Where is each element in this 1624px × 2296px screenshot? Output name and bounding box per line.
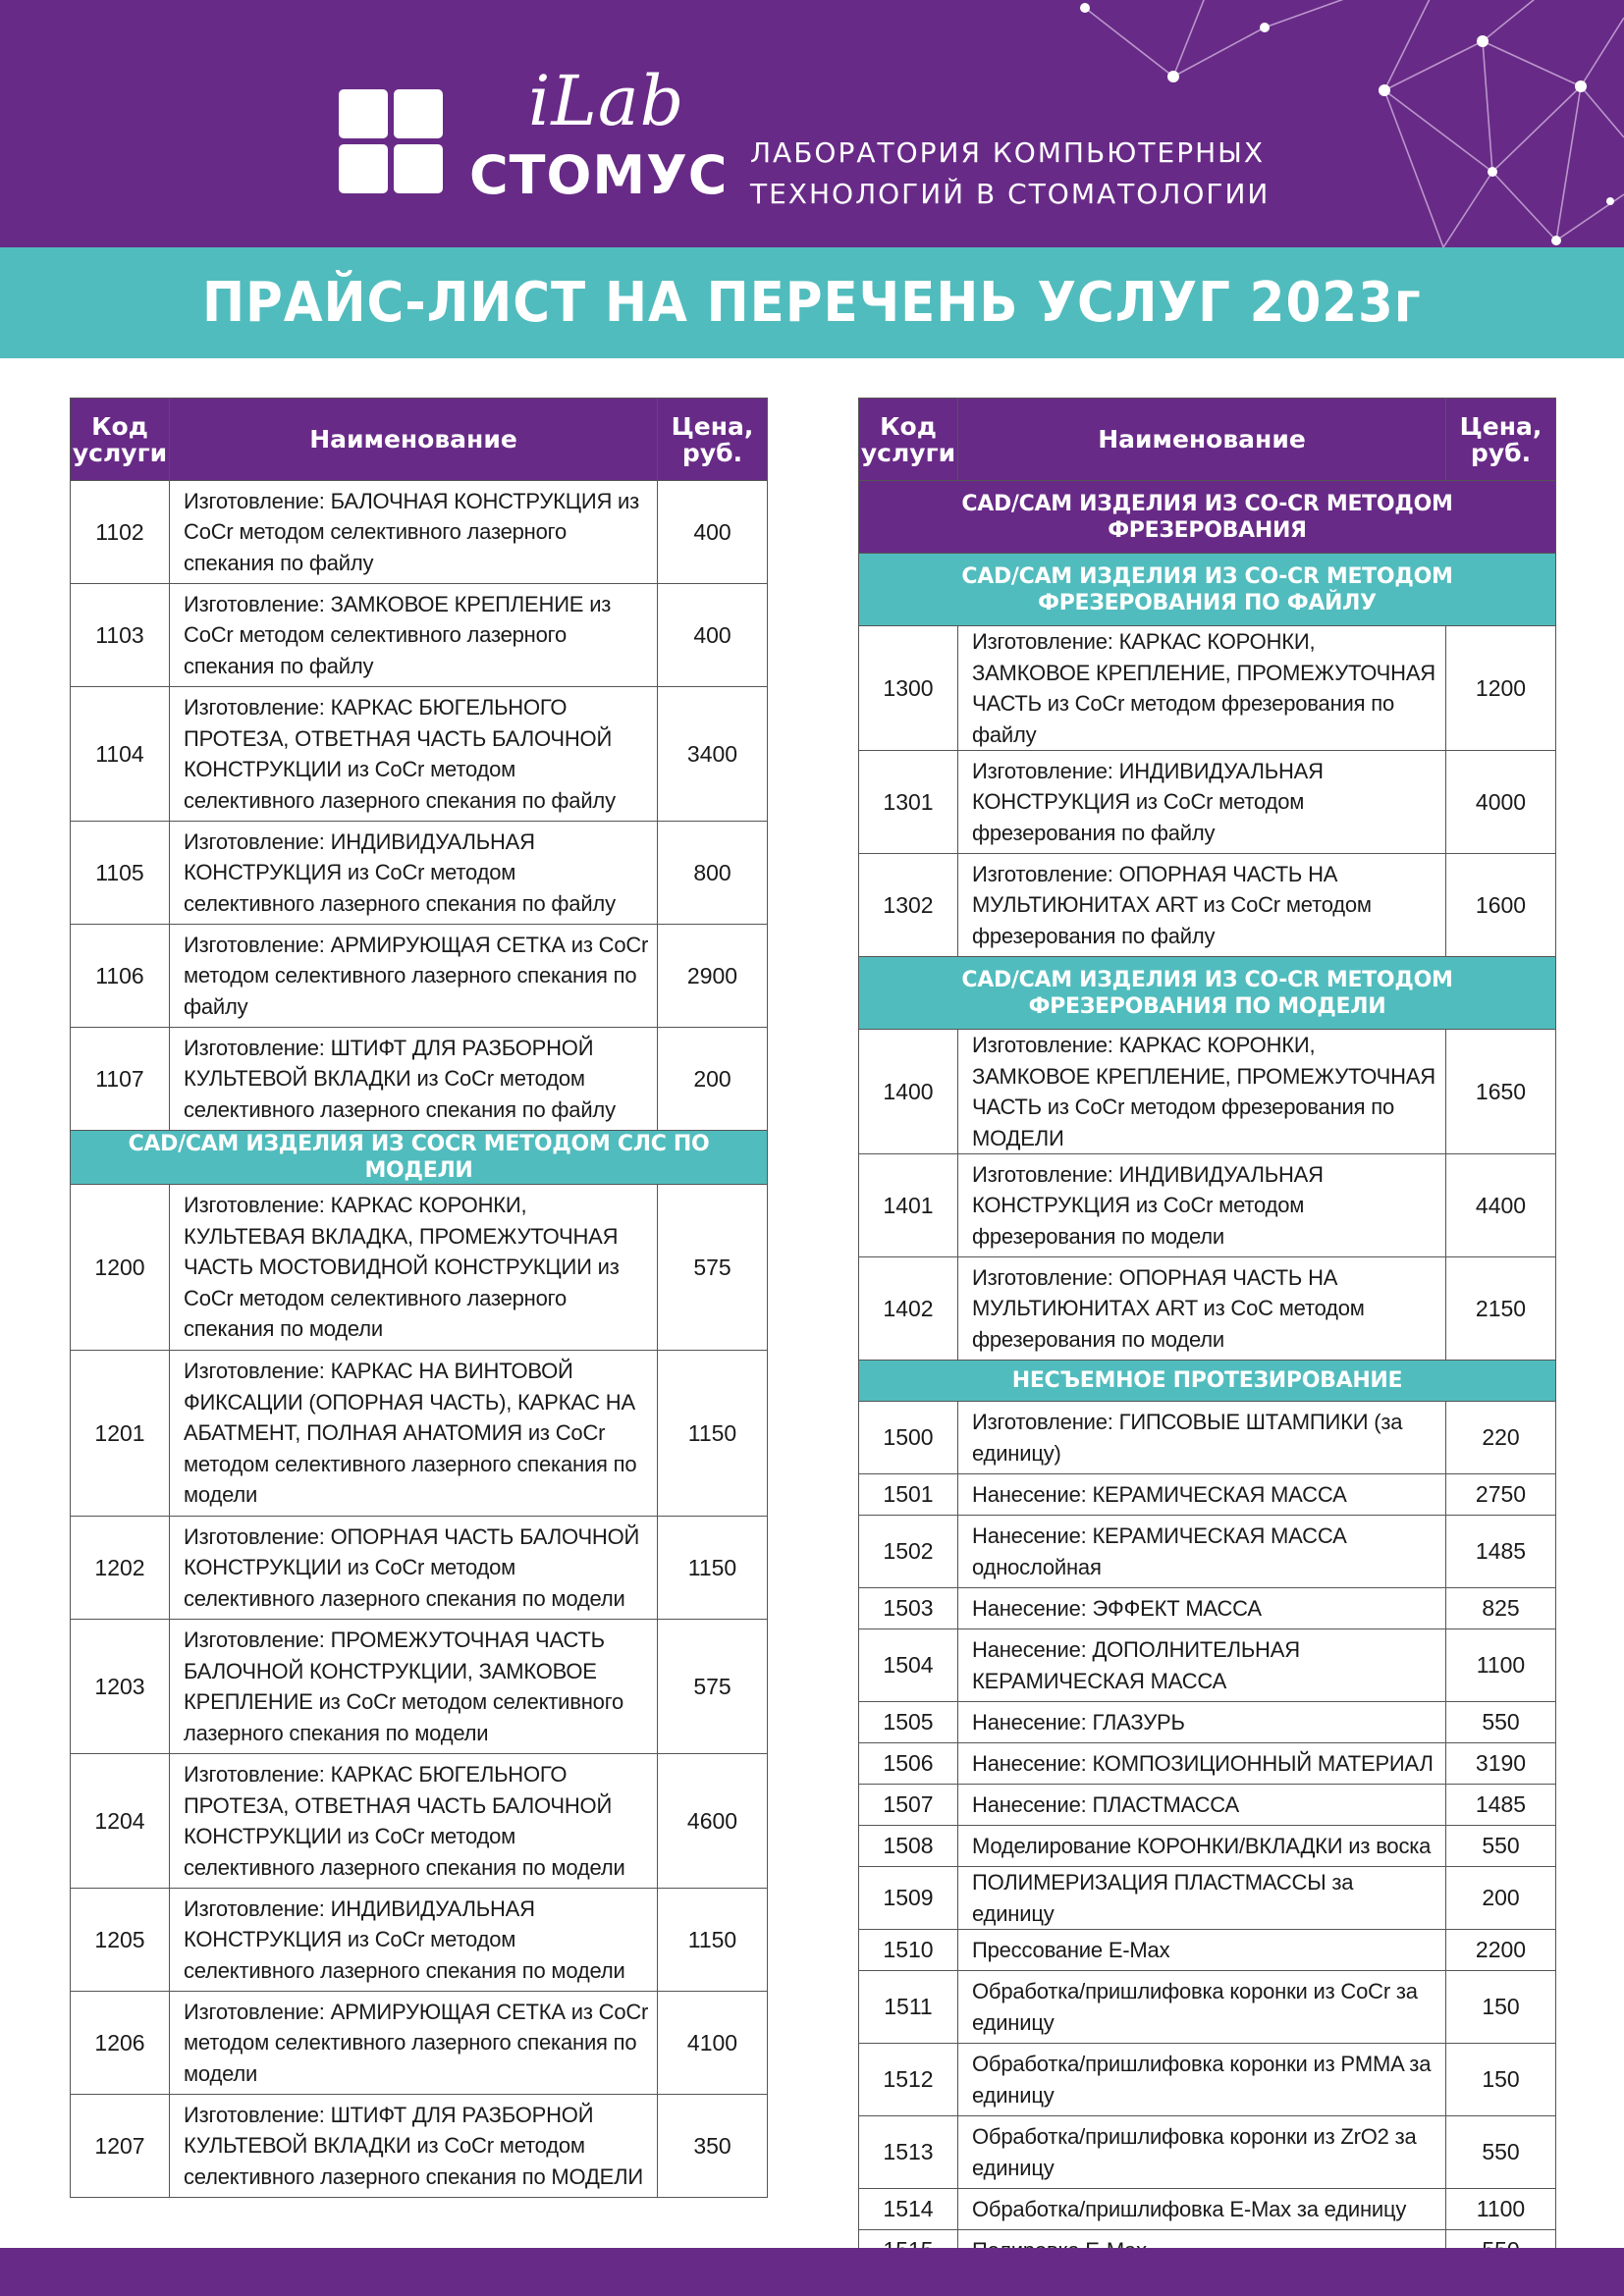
table-row [859,2116,1556,2189]
service-code: 1207 [71,2095,170,2198]
section-title: НЕСЪЕМНОЕ ПРОТЕЗИРОВАНИЕ [859,1361,1556,1402]
table-row [71,2095,768,2198]
service-name: ПОЛИМЕРИЗАЦИЯ ПЛАСТМАССЫ за единицу [958,1867,1446,1930]
logo-stomus: СТОМУС [469,144,729,206]
service-price: 1150 [658,1889,768,1992]
service-price: 3400 [658,687,768,822]
service-price: 1650 [1446,1030,1556,1154]
service-name: Изготовление: КАРКАС БЮГЕЛЬНОГО ПРОТЕЗА, ОТВЕТНАЯ ЧАСТЬ БАЛОЧНОЙ КОНСТРУКЦИИ из CoCr методом селективного лазерного спекания по файлу [170,687,658,822]
service-price: 575 [658,1620,768,1754]
service-price: 550 [1446,2116,1556,2189]
service-price: 400 [658,481,768,584]
service-name: Нанесение: КЕРАМИЧЕСКАЯ МАССА [958,1474,1446,1516]
table-row [859,854,1556,957]
service-price: 2150 [1446,1257,1556,1361]
page-title: ПРАЙС-ЛИСТ НА ПЕРЕЧЕНЬ УСЛУГ 2023г [202,271,1422,335]
service-price: 550 [1446,1702,1556,1743]
section-header-row [859,554,1556,626]
table-row [71,1754,768,1889]
service-name: Нанесение: ГЛАЗУРЬ [958,1702,1446,1743]
service-code: 1104 [71,687,170,822]
table-row [71,925,768,1028]
service-name: Изготовление: АРМИРУЮЩАЯ СЕТКА из CoCr методом селективного лазерного спекания по файлу [170,925,658,1028]
service-code: 1103 [71,584,170,687]
tagline-line-2: ТЕХНОЛОГИЙ В СТОМАТОЛОГИИ [750,178,1271,210]
price-table-right-body [859,481,1556,2271]
table-header-row [859,399,1556,481]
service-price: 3190 [1446,1743,1556,1785]
table-row [71,1185,768,1351]
table-row [71,1517,768,1620]
service-code: 1400 [859,1030,958,1154]
service-name: Изготовление: ГИПСОВЫЕ ШТАМПИКИ (за единицу) [958,1402,1446,1474]
service-name: Моделирование КОРОНКИ/ВКЛАДКИ из воска [958,1826,1446,1867]
service-name: Изготовление: ПРОМЕЖУТОЧНАЯ ЧАСТЬ БАЛОЧНОЙ КОНСТРУКЦИИ, ЗАМКОВОЕ КРЕПЛЕНИЕ из CoCr методом селективного лазерного спекания по модели [170,1620,658,1754]
section-title: CAD/CAM ИЗДЕЛИЯ ИЗ CO-CR МЕТОДОМ ФРЕЗЕРОВАНИЯ ПО МОДЕЛИ [859,957,1556,1030]
service-price: 1200 [1446,626,1556,751]
table-row [71,1351,768,1517]
service-price: 1100 [1446,2189,1556,2230]
table-row [859,2044,1556,2116]
service-name: Изготовление: ИНДИВИДУАЛЬНАЯ КОНСТРУКЦИЯ из CoCr методом фрезерования по файлу [958,751,1446,854]
service-name: Изготовление: КАРКАС БЮГЕЛЬНОГО ПРОТЕЗА, ОТВЕТНАЯ ЧАСТЬ БАЛОЧНОЙ КОНСТРУКЦИИ из CoCr методом селективного лазерного спекания по модели [170,1754,658,1889]
service-name: Изготовление: КАРКАС КОРОНКИ, КУЛЬТЕВАЯ ВКЛАДКА, ПРОМЕЖУТОЧНАЯ ЧАСТЬ МОСТОВИДНОЙ КОНСТРУКЦИИ из CoCr методом селективного лазерного спекания по модели [170,1185,658,1351]
service-code: 1502 [859,1516,958,1588]
service-name: Обработка/пришлифовка коронки из CoCr за единицу [958,1971,1446,2044]
service-code: 1514 [859,2189,958,2230]
logo-squares-icon [339,89,443,193]
service-name: Изготовление: ОПОРНАЯ ЧАСТЬ БАЛОЧНОЙ КОНСТРУКЦИИ из CoCr методом селективного лазерного спекания по модели [170,1517,658,1620]
service-code: 1102 [71,481,170,584]
service-code: 1205 [71,1889,170,1992]
service-price: 550 [1446,1826,1556,1867]
service-code: 1107 [71,1028,170,1131]
service-name: Нанесение: ПЛАСТМАССА [958,1785,1446,1826]
table-row [859,1743,1556,1785]
table-row [859,1971,1556,2044]
service-name: Изготовление: КАРКАС НА ВИНТОВОЙ ФИКСАЦИИ (ОПОРНАЯ ЧАСТЬ), КАРКАС НА АБАТМЕНТ, ПОЛНАЯ АНАТОМИЯ из CoCr методом селективного лазерного спекания по модели [170,1351,658,1517]
service-price: 4100 [658,1992,768,2095]
column-header-price: Цена, руб. [1446,399,1556,481]
service-price: 350 [658,2095,768,2198]
tagline [750,133,1270,215]
service-code: 1509 [859,1867,958,1930]
table-row [859,751,1556,854]
service-code: 1506 [859,1743,958,1785]
price-table-left-body [71,481,768,2198]
service-code: 1402 [859,1257,958,1361]
service-code: 1401 [859,1154,958,1257]
price-table-left [70,398,768,2198]
header-banner [0,0,1624,247]
table-row [859,1030,1556,1154]
service-name: Изготовление: КАРКАС КОРОНКИ, ЗАМКОВОЕ КРЕПЛЕНИЕ, ПРОМЕЖУТОЧНАЯ ЧАСТЬ из CoCr методом фрезерования по файлу [958,626,1446,751]
service-name: Обработка/пришлифовка E-Max за единицу [958,2189,1446,2230]
service-name: Обработка/пришлифовка коронки из ZrO2 за единицу [958,2116,1446,2189]
table-row [71,1889,768,1992]
column-header-code: Код услуги [71,399,170,481]
service-name: Нанесение: КЕРАМИЧЕСКАЯ МАССА однослойная [958,1516,1446,1588]
section-title: CAD/CAM ИЗДЕЛИЯ ИЗ COCR МЕТОДОМ СЛС ПО МОДЕЛИ [71,1131,768,1185]
title-bar [0,247,1624,358]
table-row [859,1629,1556,1702]
service-name: Изготовление: ЗАМКОВОЕ КРЕПЛЕНИЕ из CoCr методом селективного лазерного спекания по файлу [170,584,658,687]
service-name: Изготовление: ОПОРНАЯ ЧАСТЬ НА МУЛЬТИЮНИТАХ ART из CoCr методом фрезерования по файлу [958,854,1446,957]
service-price: 4000 [1446,751,1556,854]
section-header-row [71,1131,768,1185]
table-row [71,822,768,925]
section-header-row [859,1361,1556,1402]
section-title: CAD/CAM ИЗДЕЛИЯ ИЗ CO-CR МЕТОДОМ ФРЕЗЕРОВАНИЯ ПО ФАЙЛУ [859,554,1556,626]
table-row [71,1620,768,1754]
table-row [859,1867,1556,1930]
service-price: 825 [1446,1588,1556,1629]
service-name: Нанесение: ЭФФЕКТ МАССА [958,1588,1446,1629]
price-table-right [858,398,1556,2271]
service-price: 400 [658,584,768,687]
service-price: 1100 [1446,1629,1556,1702]
table-row [859,1154,1556,1257]
table-row [859,626,1556,751]
service-price: 4600 [658,1754,768,1889]
table-row [859,1930,1556,1971]
table-row [71,1992,768,2095]
service-code: 1206 [71,1992,170,2095]
table-row [859,1702,1556,1743]
service-code: 1512 [859,2044,958,2116]
table-row [71,1028,768,1131]
service-price: 2200 [1446,1930,1556,1971]
service-price: 4400 [1446,1154,1556,1257]
service-name: Обработка/пришлифовка коронки из PMMA за единицу [958,2044,1446,2116]
table-row [71,481,768,584]
table-row [859,1474,1556,1516]
table-row [71,687,768,822]
table-row [859,1588,1556,1629]
service-code: 1513 [859,2116,958,2189]
service-code: 1504 [859,1629,958,1702]
service-code: 1105 [71,822,170,925]
table-row [71,584,768,687]
table-row [859,1402,1556,1474]
service-name: Нанесение: КОМПОЗИЦИОННЫЙ МАТЕРИАЛ [958,1743,1446,1785]
service-name: Изготовление: КАРКАС КОРОНКИ, ЗАМКОВОЕ КРЕПЛЕНИЕ, ПРОМЕЖУТОЧНАЯ ЧАСТЬ из CoCr методом фрезерования по МОДЕЛИ [958,1030,1446,1154]
service-code: 1201 [71,1351,170,1517]
column-header-name: Наименование [958,399,1446,481]
service-name: Изготовление: ИНДИВИДУАЛЬНАЯ КОНСТРУКЦИЯ из CoCr методом селективного лазерного спекания по модели [170,1889,658,1992]
service-price: 1150 [658,1517,768,1620]
service-name: Изготовление: ШТИФТ ДЛЯ РАЗБОРНОЙ КУЛЬТЕВОЙ ВКЛАДКИ из CoCr методом селективного лазерного спекания по МОДЕЛИ [170,2095,658,2198]
service-name: Изготовление: БАЛОЧНАЯ КОНСТРУКЦИЯ из CoCr методом селективного лазерного спекания по файлу [170,481,658,584]
service-price: 150 [1446,2044,1556,2116]
service-code: 1508 [859,1826,958,1867]
table-row [859,1516,1556,1588]
service-code: 1510 [859,1930,958,1971]
service-price: 150 [1446,1971,1556,2044]
service-price: 200 [658,1028,768,1131]
table-row [859,1826,1556,1867]
service-name: Изготовление: ИНДИВИДУАЛЬНАЯ КОНСТРУКЦИЯ из CoCr методом фрезерования по модели [958,1154,1446,1257]
service-price: 1150 [658,1351,768,1517]
service-price: 1600 [1446,854,1556,957]
service-name: Нанесение: ДОПОЛНИТЕЛЬНАЯ КЕРАМИЧЕСКАЯ МАССА [958,1629,1446,1702]
service-price: 800 [658,822,768,925]
table-row [859,1785,1556,1826]
footer-bar [0,2248,1624,2296]
service-name: Прессование E-Max [958,1930,1446,1971]
service-code: 1204 [71,1754,170,1889]
service-price: 200 [1446,1867,1556,1930]
tagline-line-1: ЛАБОРАТОРИЯ КОМПЬЮТЕРНЫХ [750,136,1266,169]
service-code: 1300 [859,626,958,751]
service-code: 1507 [859,1785,958,1826]
service-code: 1200 [71,1185,170,1351]
service-name: Изготовление: ШТИФТ ДЛЯ РАЗБОРНОЙ КУЛЬТЕВОЙ ВКЛАДКИ из CoCr методом селективного лазерного спекания по файлу [170,1028,658,1131]
table-header-row [71,399,768,481]
service-name: Изготовление: ОПОРНАЯ ЧАСТЬ НА МУЛЬТИЮНИТАХ ART из CoC методом фрезерования по модели [958,1257,1446,1361]
service-price: 2750 [1446,1474,1556,1516]
service-code: 1505 [859,1702,958,1743]
service-code: 1202 [71,1517,170,1620]
service-price: 1485 [1446,1785,1556,1826]
service-code: 1501 [859,1474,958,1516]
service-name: Изготовление: АРМИРУЮЩАЯ СЕТКА из CoCr методом селективного лазерного спекания по модели [170,1992,658,2095]
service-code: 1302 [859,854,958,957]
service-code: 1301 [859,751,958,854]
section-header-row [859,957,1556,1030]
section-title: CAD/CAM ИЗДЕЛИЯ ИЗ CO-CR МЕТОДОМ ФРЕЗЕРОВАНИЯ [859,481,1556,554]
service-code: 1500 [859,1402,958,1474]
table-row [859,1257,1556,1361]
service-price: 2900 [658,925,768,1028]
service-name: Изготовление: ИНДИВИДУАЛЬНАЯ КОНСТРУКЦИЯ из CoCr методом селективного лазерного спекания по файлу [170,822,658,925]
service-price: 575 [658,1185,768,1351]
column-header-price: Цена, руб. [658,399,768,481]
service-price: 1485 [1446,1516,1556,1588]
column-header-name: Наименование [170,399,658,481]
service-code: 1203 [71,1620,170,1754]
table-row [859,2189,1556,2230]
service-price: 220 [1446,1402,1556,1474]
column-header-code: Код услуги [859,399,958,481]
service-code: 1503 [859,1588,958,1629]
service-code: 1511 [859,1971,958,2044]
service-code: 1106 [71,925,170,1028]
logo-ilab: iLab [528,61,685,141]
section-header-row [859,481,1556,554]
